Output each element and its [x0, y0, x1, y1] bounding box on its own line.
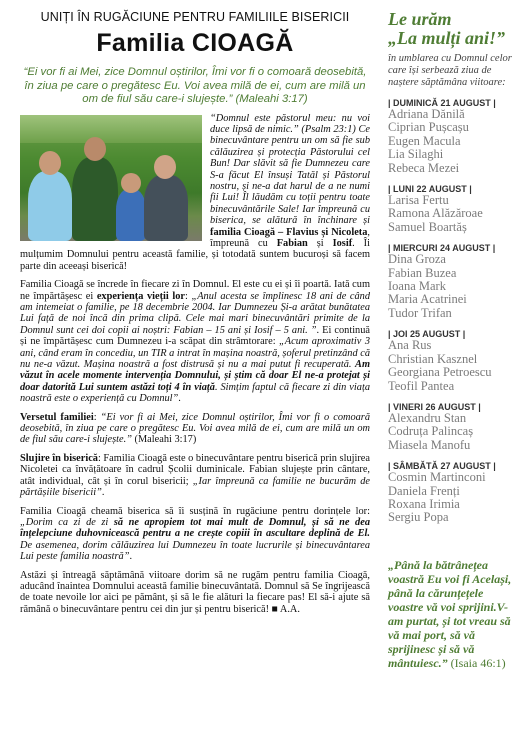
birthday-name: Samuel Boartăș: [388, 219, 467, 234]
day-header: | SÂMBĂTĂ 27 AUGUST |: [388, 461, 496, 472]
birthday-name: Codruța Palincaș: [388, 424, 474, 439]
birthday-title: Le urăm „La mulți ani!”: [388, 9, 506, 48]
day-header: | LUNI 22 AUGUST |: [388, 184, 472, 195]
paragraph-verse: Versetul familiei: “Ei vor fi ai Mei, zice Domnul oștirilor, Îmi vor fi o comoară deosebită, în ziua pe care o pregătesc Eu. Voi avea milă de ei, cum are milă un om de fiul său care-i slujește.” (Maleahi 3:17): [20, 411, 371, 446]
day-header: | MIERCURI 24 AUGUST |: [388, 243, 496, 254]
family-motto: “Ei vor fi ai Mei, zice Domnul oștirilor, Îmi vor fi o comoară deosebită, în ziua pe care o pregătesc Eu. Voi avea milă de ei, cum are milă un om de fiul său care-i slujește.” (Maleahi 3:17): [23, 66, 367, 105]
birthday-list: [388, 98, 516, 525]
birthday-name: Fabian Buzea: [388, 265, 457, 280]
day-header: | JOI 25 AUGUST |: [388, 329, 466, 340]
birthday-day: [388, 329, 516, 393]
birthday-day: [388, 402, 516, 452]
birthday-name: Tudor Trifan: [388, 305, 452, 320]
paragraph-prayer: Familia Cioagă cheamă biserica să îi susțină în rugăciune pentru dorințele lor: „Dorim ca zi de zi să ne apropiem tot mai mult de Domnul, și să ne dea înțelepciune duhovnicească pentru a ne crește copiii în ascultare deplină de El. De asemenea, dorim călăuzirea lui Dumnezeu în toate lucrurile și binecuvântarea Lui peste familia noastră”.: [20, 505, 370, 563]
day-header: | VINERI 26 AUGUST |: [388, 401, 481, 412]
birthday-day: [388, 461, 516, 525]
birthday-name: Eugen Macula: [388, 133, 461, 148]
birthday-name: Miasela Manofu: [388, 437, 471, 452]
birthday-day: [388, 243, 516, 320]
birthday-name: Cosmin Martinconi: [388, 470, 486, 485]
birthday-name: Maria Acatrinei: [388, 292, 467, 307]
paragraph-service: Slujire în biserică: Familia Cioagă este o binecuvântare pentru biserică prin slujirea Nicoletei ca învățătoare în cadrul Școlii duminicale. Fabian slujește prin cântare, atât individual, cât și în corul bisericii; „Iar împreună ca familie ne bucurăm de părtășiile bisericii”.: [20, 452, 370, 499]
birthday-name: Ioana Mark: [388, 279, 446, 294]
birthday-name: Alexandru Stan: [388, 410, 467, 425]
birthday-name: Teofil Pantea: [388, 378, 455, 393]
birthday-name: Rebeca Mezei: [388, 160, 460, 175]
day-header: | DUMINICĂ 21 AUGUST |: [388, 98, 496, 108]
birthday-name: Adriana Dănilă: [388, 107, 465, 121]
birthday-day: [388, 184, 516, 234]
birthday-name: Ramona Alăzăroae: [388, 206, 483, 221]
birthday-name: Ana Rus: [388, 338, 432, 353]
birthday-name: Ciprian Pușcașu: [388, 120, 469, 135]
paragraph-intro: “Domnul este păstorul meu: nu voi duce lipsă de nimic.” (Psalm 23:1) Ce binecuvântare pentru un om să fie sub călăuzirea și protecția Păstorului cel Bun! Dar slăvit să fie Dumnezeu care S-a făcut El însuși Tatăl și Păstorul nostru, și ne-a dat harul de a ne numi fii Lui! Îl lăudăm cu toții pentru toate binecuvântările Sale! Iar împreună cu biserica, se alătură în închinare și familia Cioagă – Flavius și Nicoleta, împreună cu Fabian și Iosif. Îi mulțumim Domnului pentru această familie, și totodată suntem bucuroși să facem parte din aceeași biserică!: [20, 112, 370, 272]
closing-verse: „Până la bătrânețea voastră Eu voi fi Același, până la cărunțețele voastre vă voi sprijini.V-am purtat, și tot vreau să vă mai port, să vă sprijinesc și să vă mântuiesc.” (Isaia 46:1): [388, 557, 512, 670]
paragraph-experience: Familia Cioagă se încrede în fiecare zi în Domnul. El este cu ei și îi poartă. Iată cum ne împărtășesc ei experiența vieții lor: „Anul acesta se împlinesc 18 ani de când am intemeiat o familie, pe 18 decembrie 2004. Iar Dumnezeu Și-a arătat bunătatea Lui față de noi încă din prima clipă. Cele mai mari binecuvântări primite de la Domnul sunt cei doi copii ai noștri: Fabian – 15 ani și Iosif – 5 ani. ”. Ei continuă și ne împărtășesc cum Dumnezeu i-a scăpat din strâmtorare: „Acum aproximativ 3 ani, când eram în concediu, un TIR a intrat în mașina noastră, șoferul pretinzând că nu ne-a văzut. Mașina noastră a fost distrusă și nu a mai putut fi recuperată. Am văzut în acele momente intervenția Domnului, și știm că doar El ne-a protejat și doar datorită Lui suntem astăzi toți 4 în viață. Simțim faptul că fiecare zi din viața noastră este o experiență cu Domnul”.: [20, 279, 371, 405]
family-photo: [20, 115, 202, 241]
birthday-name: Roxana Irimia: [388, 496, 460, 511]
birthday-name: Georgiana Petroescu: [388, 365, 492, 380]
article-body: [20, 113, 370, 616]
paragraph-closing: Astăzi și întreagă săptămână viitoare dorim să ne rugăm pentru familia Cioagă, aducând înaintea Domnului această familie binecuvântată. Domnul să Se îngrijească de toate nevoile lor aici pe pământ, și să le fie alături la fiecare pas! El să-i ajute să rămână o binecuvântare pentru cei din jur și pentru biserică! ■ A.A.: [20, 569, 370, 615]
birthday-subtitle: în umblarea cu Domnul celor care își serbează ziua de naștere săptămâna viitoare:: [388, 53, 512, 88]
birthday-name: Lia Silaghi: [388, 147, 444, 162]
intro-text: “Domnul este păstorul meu: nu voi duce lipsă de nimic.” (Psalm 23:1) Ce binecuvântare pentru un om să fie sub călăuzirea și protecția Păstorului cel Bun! Dar slăvit să fie Dumnezeu care S-a făcut El însuși Tatăl și Păstorul nostru, și ne-a dat harul de a ne numi fii Lui! Îl lăudăm cu toții pentru toate binecuvântările Sale! Iar împreună cu biserica, se alătură în închinare și: [210, 112, 370, 227]
birthday-day: [388, 98, 516, 175]
family-article: [20, 10, 370, 622]
birthday-name: Larisa Fertu: [388, 193, 449, 208]
birthday-name: Sergiu Popa: [388, 510, 449, 525]
birthday-column: [388, 10, 516, 670]
birthday-name: Christian Kasznel: [388, 351, 478, 366]
section-kicker: UNIȚI ÎN RUGĂCIUNE PENTRU FAMILIILE BISERICII: [40, 10, 350, 24]
birthday-name: Dina Groza: [388, 252, 446, 267]
birthday-name: Daniela Frenți: [388, 483, 460, 498]
family-title: Familia CIOAGĂ: [96, 29, 294, 57]
